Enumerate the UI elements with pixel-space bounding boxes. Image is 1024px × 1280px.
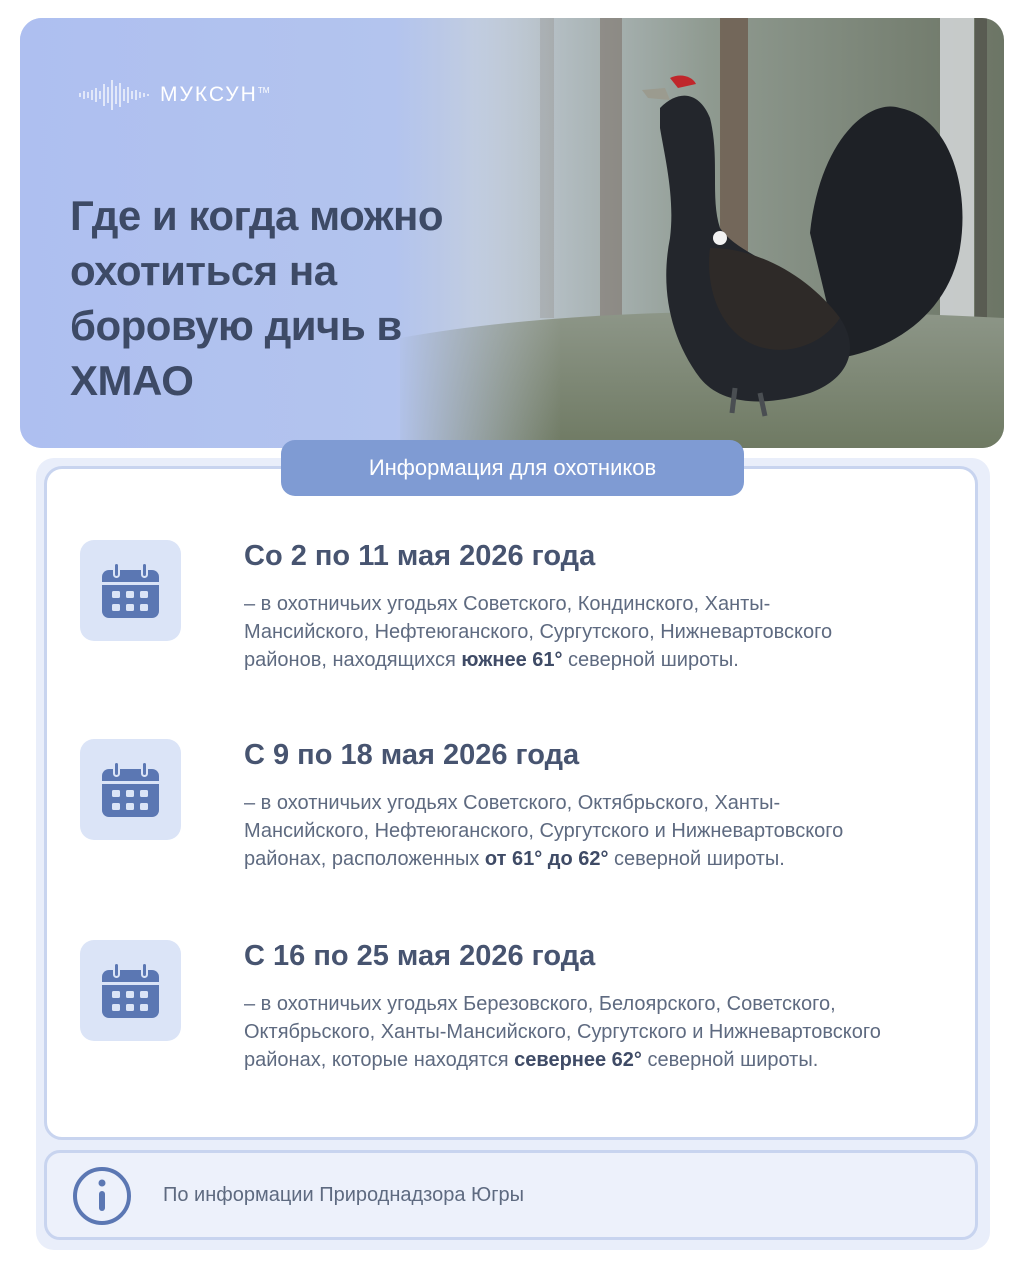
source-footer [44, 1150, 978, 1240]
source-text: По информации Природнадзора Югры [163, 1184, 525, 1206]
calendar-icon-box [80, 940, 181, 1041]
entry-heading: С 9 по 18 мая 2026 года [244, 739, 580, 771]
season-entry-1 [80, 540, 880, 700]
entry-description: – в охотничьих угодьях Березовского, Белоярского, Советского, Октябрьского, Ханты-Мансийского, Сургутского и Нижневартовского районах, которые находятся севернее 62° северной широты. [244, 993, 881, 1071]
calendar-icon [100, 759, 161, 820]
hero-banner [20, 18, 1004, 448]
entry-description: – в охотничьих угодьях Советского, Кондинского, Ханты-Мансийского, Нефтеюганского, Сургутского, Нижневартовского районов, находящихся южнее 61° северной широты. [244, 593, 833, 671]
calendar-icon [100, 960, 161, 1021]
page-title: Где и когда можно охотиться на боровую дичь в ХМАО [70, 192, 444, 404]
season-entry-3 [80, 940, 880, 1100]
calendar-icon [100, 560, 161, 621]
entry-heading: С 16 по 25 мая 2026 года [244, 940, 596, 972]
season-entry-2 [80, 739, 880, 899]
card-header-pill: Информация для охотников [281, 440, 744, 496]
muksun-logo [78, 78, 269, 112]
logo-trademark: TM [257, 86, 270, 95]
logo-text: МУКСУН [160, 83, 258, 106]
calendar-icon-box [80, 739, 181, 840]
info-icon [71, 1165, 133, 1227]
sound-wave-icon [78, 78, 152, 112]
entry-description: – в охотничьих угодьях Советского, Октябрьского, Ханты-Мансийского, Нефтеюганского, Сургутского и Нижневартовского районах, расположенных от 61° до 62° северной широты. [244, 792, 844, 870]
entry-heading: Со 2 по 11 мая 2026 года [244, 540, 596, 572]
calendar-icon-box [80, 540, 181, 641]
